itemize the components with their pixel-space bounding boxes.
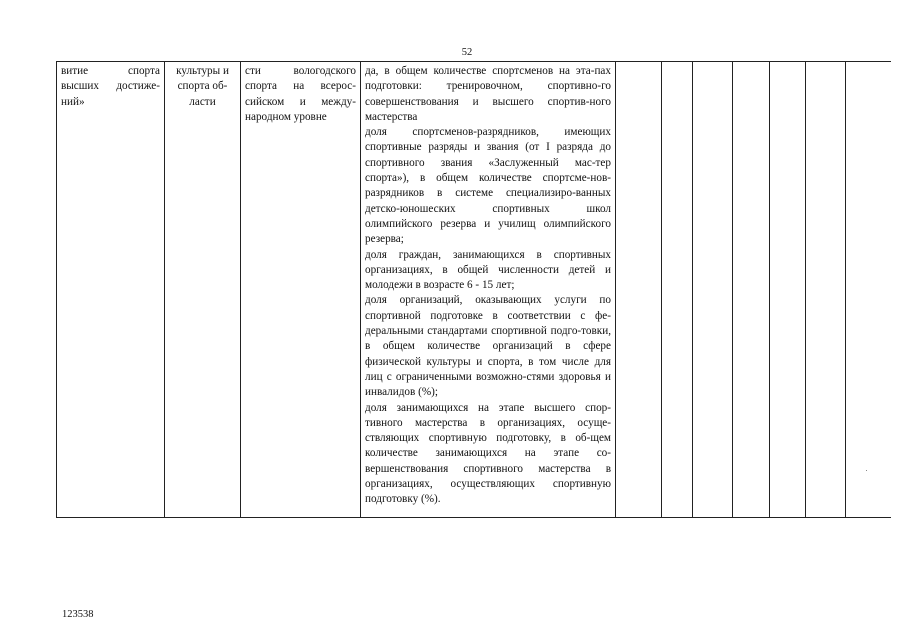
empty-cell [733,62,770,518]
program-name-cell: витие спорта высших достиже-ний» [57,62,165,518]
page-number: 52 [461,47,473,58]
indicator-text: доля занимающихся на этапе высшего спор-тивного мастерства в организациях, осуще-ствляющих спортивную подготовку, в об-щем количестве занимающихся на этапе со-вершенствования спортивного мастерства в организациях, осуществляющих спортивную подготовку (%). [365,401,611,506]
empty-cell [693,62,733,518]
indicators-cell [361,62,616,518]
table-row [57,62,891,518]
scan-speck [866,470,867,471]
empty-cell [846,62,891,518]
indicator-text: да, в общем количестве спортсменов на эта-пах подготовки: тренировочном, спортивно-го совершенствования и высшего спортив-ного мастерства [365,65,611,123]
goal-cell: сти вологодского спорта на всерос-сийском и между-народном уровне [241,62,361,518]
indicator-text: доля организаций, оказывающих услуги по спортивной подготовке в соответствии с фе-деральными стандартами спортивной подго-товки, в общем количестве организаций в сфере физической культуры и спорта, в том числе для лиц с ограниченными возможно-стями здоровья и инвалидов (%); [365,294,611,399]
indicator-text: доля граждан, занимающихся в спортивных организациях, в общей численности детей и молодежи в возрасте 6 - 15 лет; [365,248,611,292]
indicator-text: доля спортсменов-разрядников, имеющих спортивные разряды и звания (от I разряда до спортивного звания «Заслуженный мас-тер спорта»), в общем количестве спортсме-нов-разрядников в системе специализиро-ванных детско-юношеских спортивных школ олимпийского резерва и училищ олимпийского резерва; [365,126,611,246]
empty-cell [616,62,662,518]
footer-code: 123538 [62,609,94,620]
indicators-table [56,61,891,518]
empty-cell [806,62,846,518]
executor-cell: культуры и спорта об-ласти [165,62,241,518]
empty-cell [770,62,806,518]
empty-cell [662,62,693,518]
